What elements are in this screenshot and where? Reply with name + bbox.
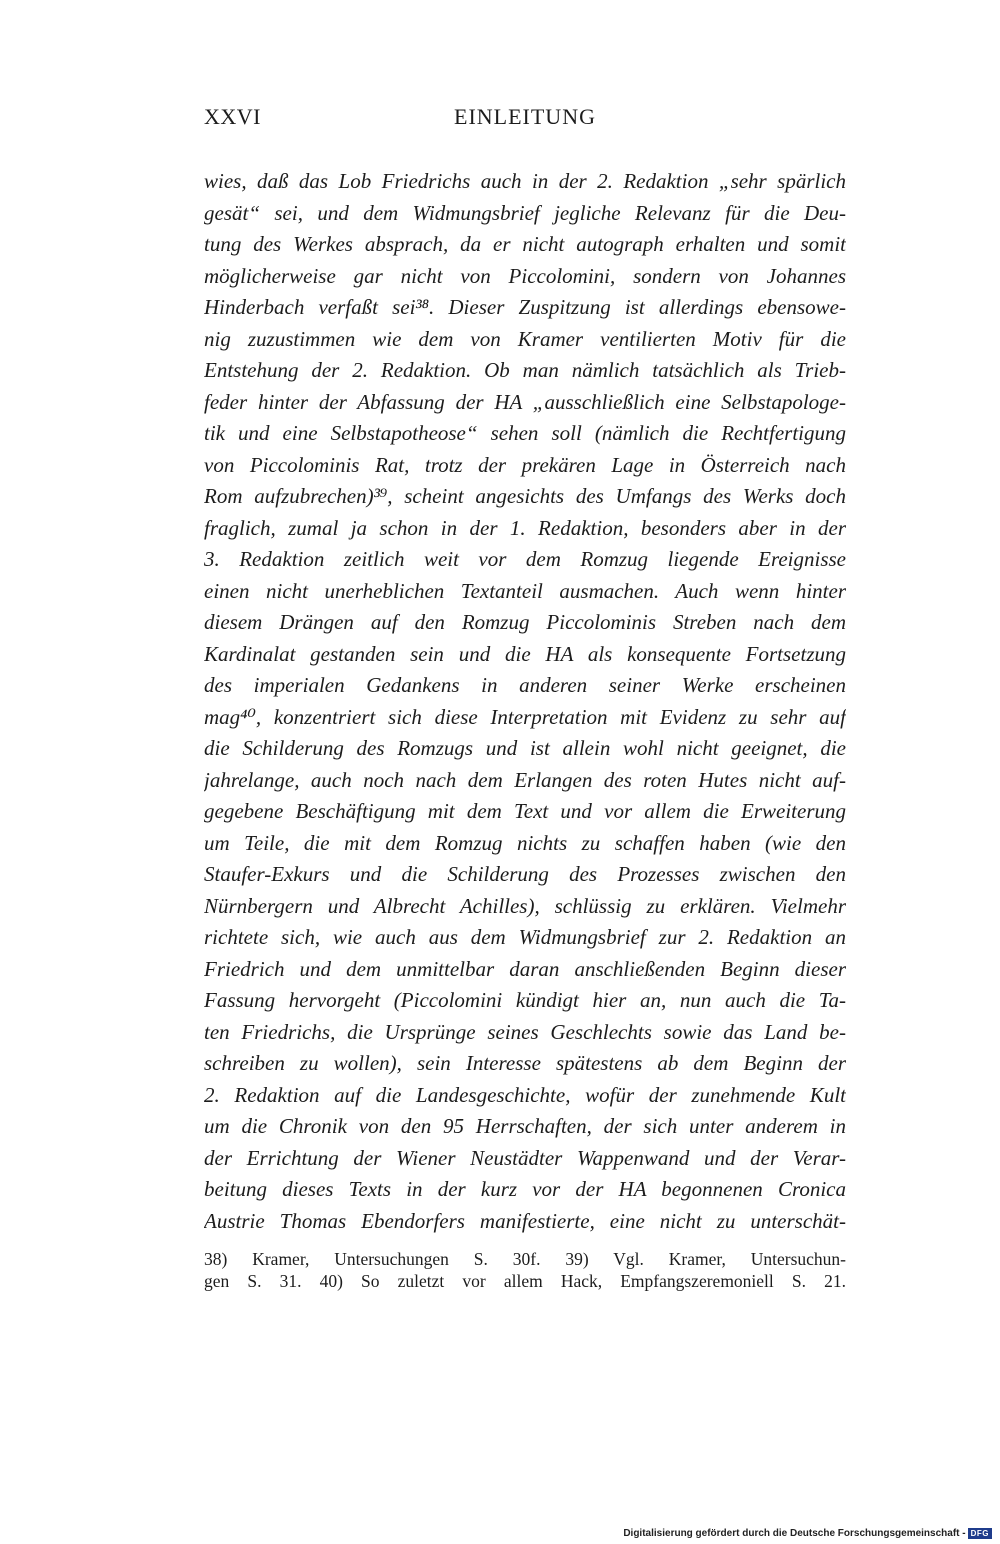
body-line: Staufer-Exkurs und die Schilderung des Prozesses zwischen den xyxy=(204,862,846,886)
body-line: feder hinter der Abfassung der HA „ausschließlich eine Selbstapologe- xyxy=(204,389,846,414)
body-line: 3. Redaktion zeitlich weit vor dem Romzug liegende Ereignisse xyxy=(204,547,846,571)
body-text xyxy=(204,166,846,1237)
body-line: ten Friedrichs, die Ursprünge seines Geschlechts sowie das Land be- xyxy=(204,1019,846,1044)
body-line: um Teile, die mit dem Romzug nichts zu schaffen haben (wie den xyxy=(204,830,846,855)
body-line: wies, daß das Lob Friedrichs auch in der 2. Redaktion „sehr spärlich xyxy=(204,169,846,193)
body-line: tung des Werkes absprach, da er nicht autograph erhalten und somit xyxy=(204,232,846,256)
body-line: Rom aufzubrechen)³⁹, scheint angesichts des Umfangs des Werks doch xyxy=(204,484,846,508)
body-line: Austrie Thomas Ebendorfers manifestierte, eine nicht zu unterschät- xyxy=(204,1208,846,1233)
body-line: 2. Redaktion auf die Landesgeschichte, wofür der zunehmende Kult xyxy=(204,1082,846,1107)
dfg-logo: DFG xyxy=(968,1528,992,1539)
body-line: Nürnbergern und Albrecht Achilles), schlüssig zu erklären. Vielmehr xyxy=(204,893,846,918)
body-line: des imperialen Gedankens in anderen seiner Werke erscheinen xyxy=(204,673,846,697)
body-line: Fassung hervorgeht (Piccolomini kündigt hier an, nun auch die Ta- xyxy=(204,988,846,1012)
body-line: um die Chronik von den 95 Herrschaften, der sich unter anderem in xyxy=(204,1114,846,1138)
body-line: Hinderbach verfaßt sei³⁸. Dieser Zuspitzung ist allerdings ebensowe- xyxy=(204,295,846,319)
body-line: mag⁴⁰, konzentriert sich diese Interpretation mit Evidenz zu sehr auf xyxy=(204,704,846,729)
funding-credit xyxy=(608,1526,992,1540)
body-line: gegebene Beschäftigung mit dem Text und vor allem die Erweiterung xyxy=(204,799,846,823)
footnote-line: 38) Kramer, Untersuchungen S. 30f. 39) Vgl. Kramer, Untersuchun- xyxy=(204,1249,846,1269)
body-line: diesem Drängen auf den Romzug Piccolominis Streben nach dem xyxy=(204,610,846,634)
body-line: gesät“ sei, und dem Widmungsbrief jegliche Relevanz für die Deu- xyxy=(204,200,846,225)
body-line: der Errichtung der Wiener Neustädter Wappenwand und der Verar- xyxy=(204,1145,846,1170)
body-line: tik und eine Selbstapotheose“ sehen soll (nämlich die Rechtfertigung xyxy=(204,421,846,445)
body-line: jahrelange, auch noch nach dem Erlangen des roten Hutes nicht auf- xyxy=(204,767,846,792)
body-line: beitung dieses Texts in der kurz vor der HA begonnenen Cronica xyxy=(204,1177,846,1201)
body-line: nig zuzustimmen wie dem von Kramer ventilierten Motiv für die xyxy=(204,326,846,351)
body-line: fraglich, zumal ja schon in der 1. Redaktion, besonders aber in der xyxy=(204,515,846,540)
body-line: von Piccolominis Rat, trotz der prekären Lage in Österreich nach xyxy=(204,452,846,477)
body-line: einen nicht unerheblichen Textanteil ausmachen. Auch wenn hinter xyxy=(204,578,846,603)
body-line: Entstehung der 2. Redaktion. Ob man nämlich tatsächlich als Trieb- xyxy=(204,358,846,382)
running-header xyxy=(204,104,846,138)
body-line: die Schilderung des Romzugs und ist allein wohl nicht geeignet, die xyxy=(204,736,846,760)
body-line: schreiben zu wollen), sein Interesse spätestens ab dem Beginn der xyxy=(204,1051,846,1075)
running-title: EINLEITUNG xyxy=(454,104,596,129)
footnotes xyxy=(204,1248,846,1292)
body-line: richtete sich, wie auch aus dem Widmungsbrief zur 2. Redaktion an xyxy=(204,925,846,949)
body-line: Friedrich und dem unmittelbar daran anschließenden Beginn dieser xyxy=(204,956,846,981)
page-number: XXVI xyxy=(204,104,261,129)
footnote-line: gen S. 31. 40) So zuletzt vor allem Hack, Empfangszeremoniell S. 21. xyxy=(204,1271,846,1291)
body-line: möglicherweise gar nicht von Piccolomini, sondern von Johannes xyxy=(204,263,846,288)
credit-text: Digitalisierung gefördert durch die Deutsche Forschungsgemeinschaft - xyxy=(623,1527,966,1539)
body-line: Kardinalat gestanden sein und die HA als konsequente Fortsetzung xyxy=(204,641,846,666)
